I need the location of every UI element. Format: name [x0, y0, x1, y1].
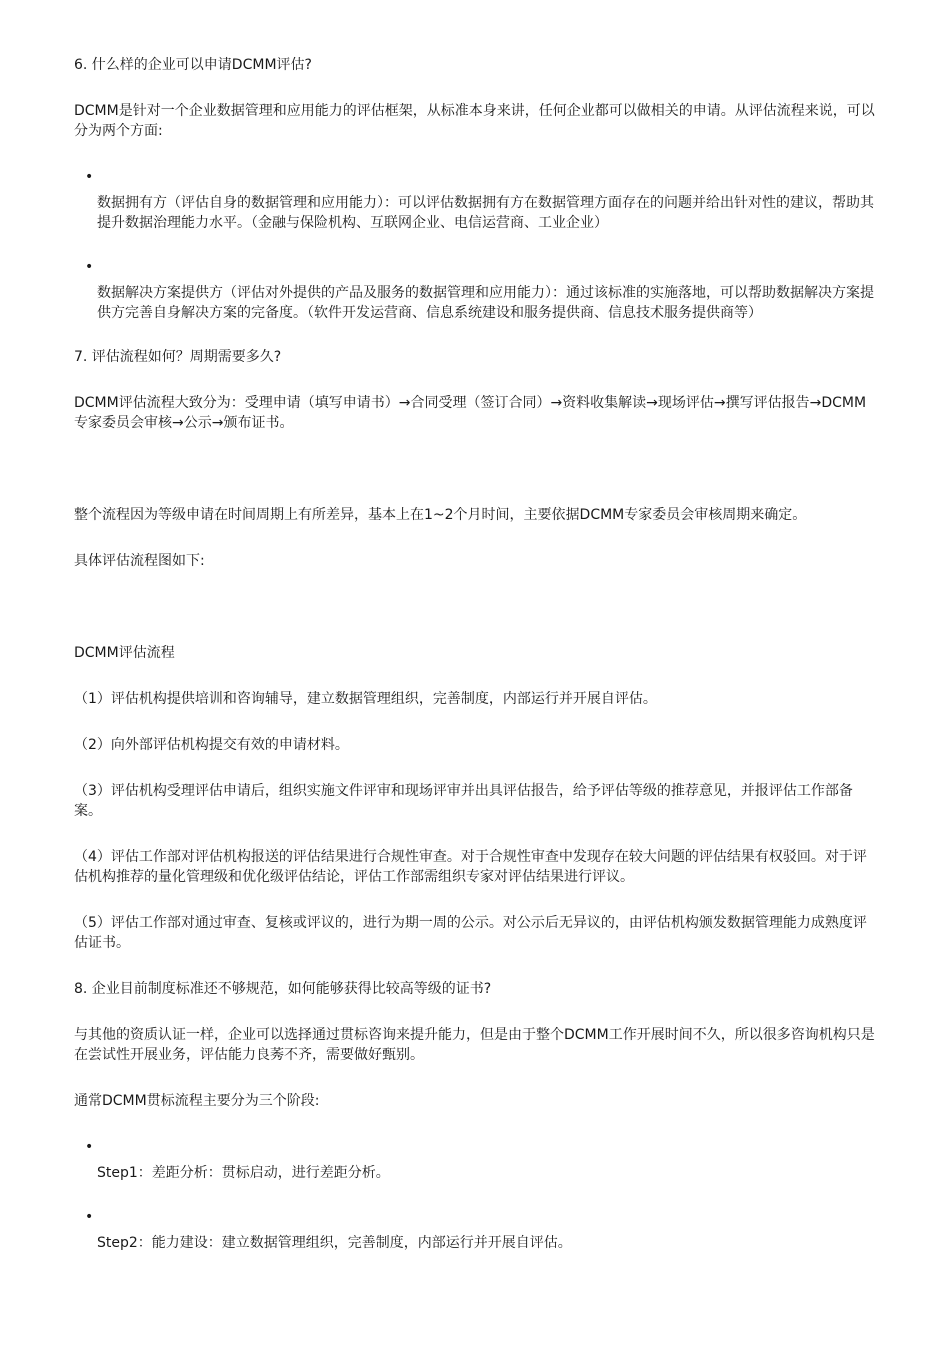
- section7-flow: DCMM评估流程大致分为：受理申请（填写申请书）→合同受理（签订合同）→资料收集解读→现场评估→撰写评估报告→DCMM专家委员会审核→公示→颁布证书。: [74, 395, 867, 431]
- flowchart-placeholder: [74, 597, 880, 643]
- process-step: （3）评估机构受理评估申请后，组织实施文件评审和现场评审并出具评估报告，给予评估等级的推荐意见，并报评估工作部备案。: [74, 783, 853, 819]
- process-step: （4）评估工作部对评估机构报送的评估结果进行合规性审查。对于合规性审查中发现存在较大问题的评估结果有权驳回。对于评估机构推荐的量化管理级和优化级评估结论，评估工作部需组织专家对评估结果进行评议。: [74, 849, 867, 885]
- list-item: [74, 167, 880, 233]
- list-item-text: Step1：差距分析：贯标启动，进行差距分析。: [97, 1165, 390, 1181]
- section7-heading: 7. 评估流程如何？周期需要多久?: [74, 349, 282, 365]
- section7-period: 整个流程因为等级申请在时间周期上有所差异，基本上在1~2个月时间，主要依据DCMM专家委员会审核周期来确定。: [74, 507, 807, 523]
- process-step: （5）评估工作部对通过审查、复核或评议的，进行为期一周的公示。对公示后无异议的，由评估机构颁发数据管理能力成熟度评估证书。: [74, 915, 867, 951]
- section7-chart-intro: 具体评估流程图如下:: [74, 553, 205, 569]
- list-item: [74, 1207, 880, 1253]
- process-title: DCMM评估流程: [74, 645, 175, 661]
- list-item: [74, 1137, 880, 1183]
- section8-stages-intro: 通常DCMM贯标流程主要分为三个阶段:: [74, 1093, 320, 1109]
- list-item-text: 数据拥有方（评估自身的数据管理和应用能力）：可以评估数据拥有方在数据管理方面存在的问题并给出针对性的建议，帮助其提升数据治理能力水平。（金融与保险机构、互联网企业、电信运营商、工业企业）: [97, 195, 874, 231]
- section6-intro: DCMM是针对一个企业数据管理和应用能力的评估框架，从标准本身来讲，任何企业都可以做相关的申请。从评估流程来说，可以分为两个方面:: [74, 103, 875, 139]
- process-step: （1）评估机构提供培训和咨询辅导，建立数据管理组织，完善制度，内部运行并开展自评估。: [74, 691, 657, 707]
- list-item-text: 数据解决方案提供方（评估对外提供的产品及服务的数据管理和应用能力）：通过该标准的实施落地，可以帮助数据解决方案提供方完善自身解决方案的完备度。（软件开发运营商、信息系统建设和服务提供商、信息技术服务提供商等）: [97, 285, 874, 321]
- bullet-dot-icon: •: [85, 1139, 94, 1155]
- section6-list: [74, 167, 880, 323]
- list-item: [74, 257, 880, 323]
- section8-list: [74, 1137, 880, 1253]
- section8-heading: 8. 企业目前制度标准还不够规范，如何能够获得比较高等级的证书?: [74, 981, 492, 997]
- process-step: （2）向外部评估机构提交有效的申请材料。: [74, 737, 349, 753]
- bullet-dot-icon: •: [85, 259, 94, 275]
- bullet-dot-icon: •: [85, 169, 94, 185]
- spacer: [74, 459, 880, 505]
- bullet-dot-icon: •: [85, 1209, 94, 1225]
- section6-heading: 6. 什么样的企业可以申请DCMM评估?: [74, 57, 312, 73]
- list-item-text: Step2：能力建设：建立数据管理组织，完善制度，内部运行并开展自评估。: [97, 1235, 572, 1251]
- section8-answer: 与其他的资质认证一样，企业可以选择通过贯标咨询来提升能力，但是由于整个DCMM工作开展时间不久，所以很多咨询机构只是在尝试性开展业务，评估能力良莠不齐，需要做好甄别。: [74, 1027, 875, 1063]
